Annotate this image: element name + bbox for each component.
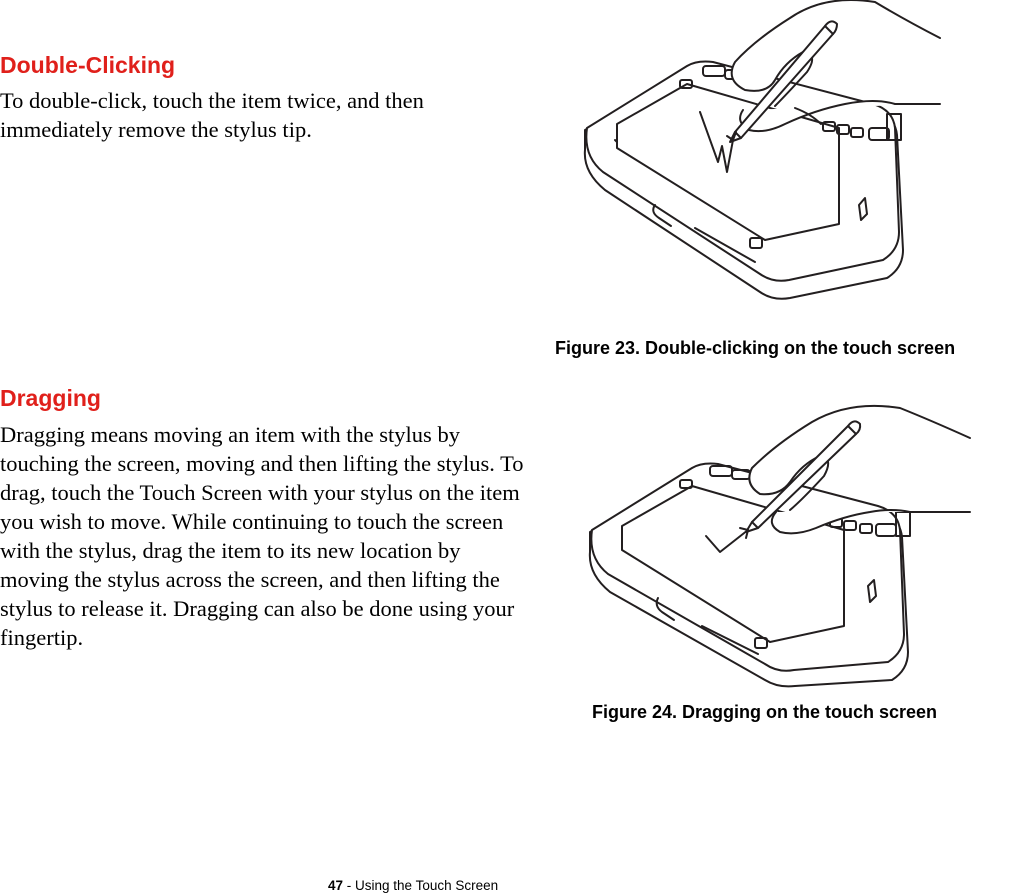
- page-footer: [328, 878, 498, 893]
- figure-dragging-illustration: [580, 400, 980, 688]
- figure-24-caption: Figure 24. Dragging on the touch screen: [592, 702, 938, 722]
- paragraph-dragging: Dragging means moving an item with the stylus by touching the screen, moving and then lifting the stylus. To drag, touch the Touch Screen with your stylus on the item you wish to move. While continuing to touch the screen with the stylus, drag the item to its new location by moving the stylus across the screen, and then lifting the stylus to release it. Dragging can also be done using your fingertip.: [0, 422, 524, 650]
- figure-double-clicking-illustration: [575, 0, 1021, 305]
- heading-double-clicking: Double-Clicking: [0, 52, 176, 78]
- heading-dragging: Dragging: [0, 385, 101, 411]
- paragraph-double-clicking: To double-click, touch the item twice, and then immediately remove the stylus tip.: [0, 88, 424, 142]
- footer-separator: -: [343, 878, 356, 893]
- footer-section-title: Using the Touch Screen: [355, 878, 499, 893]
- page-number: 47: [328, 878, 344, 893]
- figure-23-caption: Figure 23. Double-clicking on the touch screen: [555, 338, 956, 358]
